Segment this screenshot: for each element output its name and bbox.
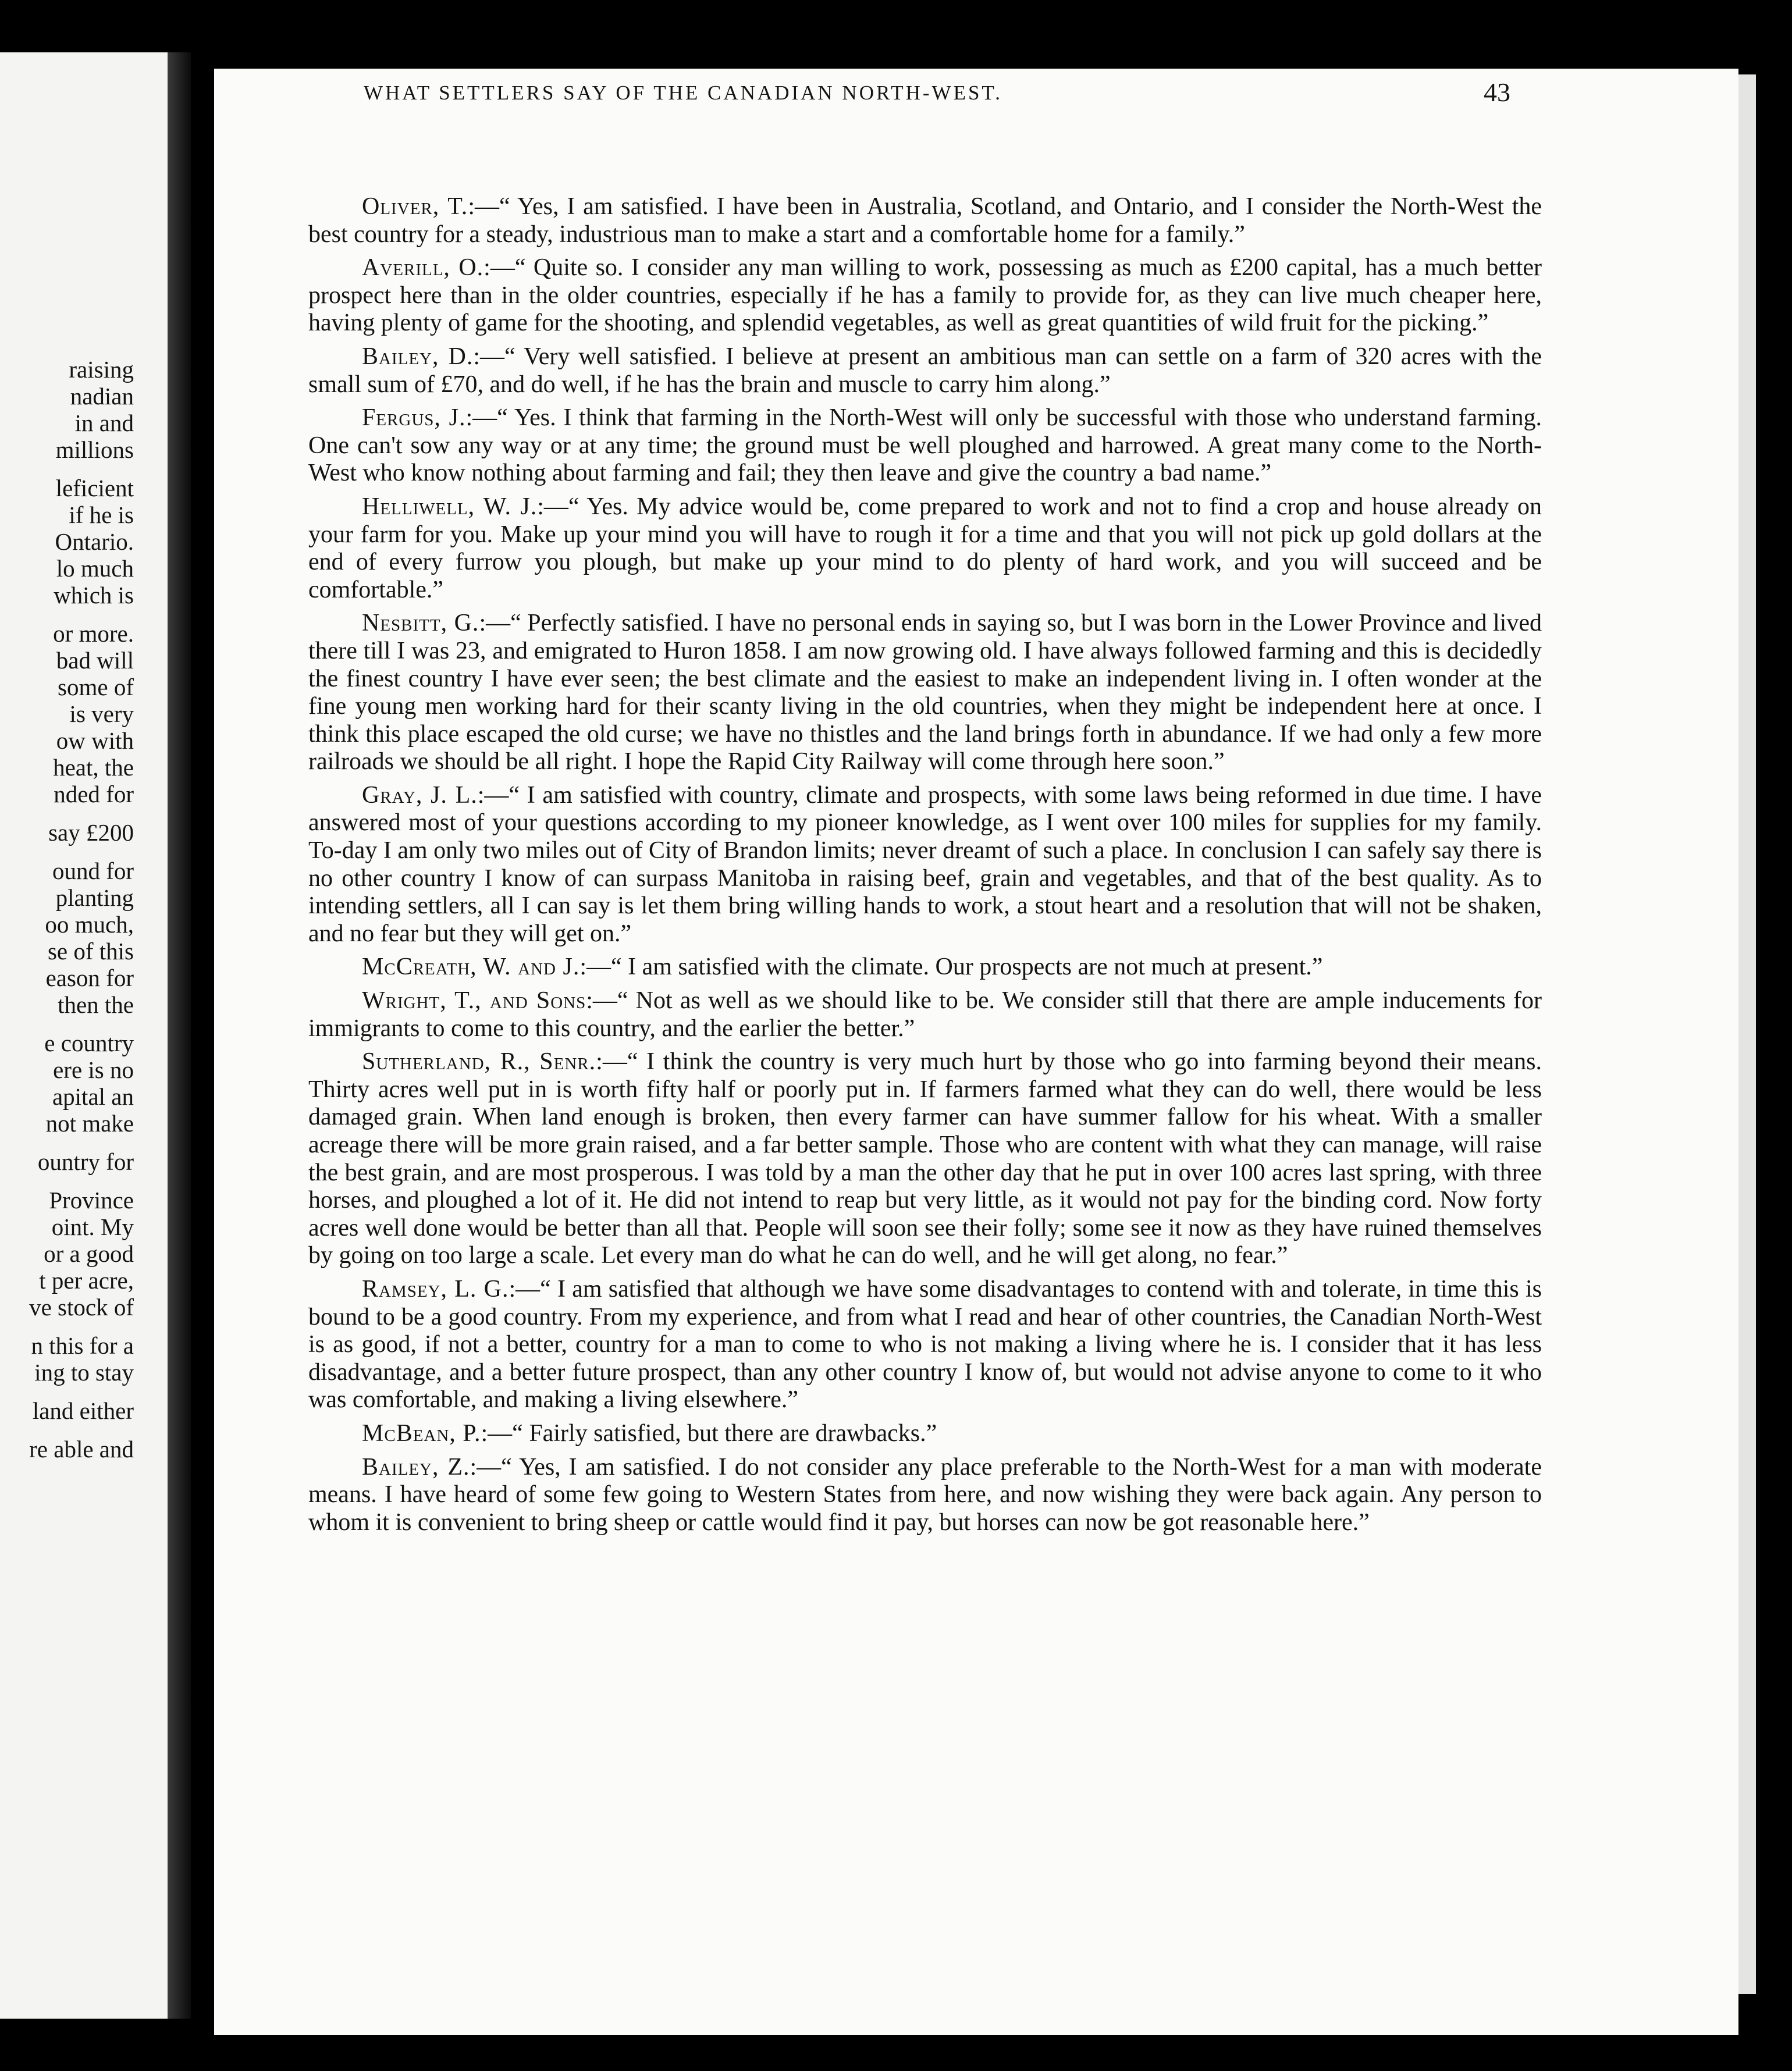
left-page-line: apital an: [52, 1083, 134, 1110]
left-page-line: or a good: [44, 1240, 134, 1267]
settler-name: Ramsey, L. G.: [362, 1275, 509, 1303]
settler-name: Fergus, J.: [362, 404, 466, 432]
left-page-line: e country: [44, 1030, 134, 1056]
left-page-line: planting: [55, 884, 134, 911]
testimony-paragraph: [308, 1454, 1542, 1537]
testimony-paragraph: [308, 953, 1542, 981]
left-page: [0, 52, 191, 2019]
left-page-line: ere is no: [53, 1056, 134, 1083]
left-page-line: lo much: [56, 555, 134, 582]
left-page-line: bad will: [56, 647, 134, 674]
left-page-line: nded for: [54, 781, 134, 807]
running-head: WHAT SETTLERS SAY OF THE CANADIAN NORTH-WEST.: [364, 81, 1002, 104]
settler-name: Helliwell, W. J.: [362, 493, 538, 520]
settler-name: Averill, O.: [362, 254, 484, 282]
main-text: [308, 193, 1542, 1542]
left-page-line: Ontario.: [55, 528, 134, 555]
left-page-line: oint. My: [51, 1214, 134, 1240]
left-page-line: ing to stay: [34, 1359, 134, 1386]
left-page-line: heat, the: [53, 754, 134, 781]
left-page-line: t per acre,: [39, 1267, 134, 1294]
testimony-text: :—“ Quite so. I consider any man willing to work, possessing as much as £200 capital, has a much better prospect here than in the older countries, especially if he has a family to provide for, as they can live much cheaper here, having plenty of game for the shooting, and splendid vegetables, as well as great quantities of wild fruit for the picking.”: [308, 254, 1542, 337]
left-page-line: is very: [69, 700, 134, 727]
left-page-line: raising: [69, 356, 134, 383]
testimony-paragraph: [308, 254, 1542, 337]
left-page-line: nadian: [70, 383, 134, 410]
left-page-line: leficient: [55, 475, 134, 501]
page-number: 43: [1484, 77, 1510, 107]
settler-name: Bailey, D.: [362, 343, 474, 370]
testimony-paragraph: [308, 610, 1542, 776]
testimony-text: :—“ Yes. I think that farming in the North-West will only be successful with those who understand farming. One can't sow any way or at any time; the ground must be well ploughed and harrowed. A great many come to the North-West who know nothing about farming and fail; they then leave and give the country a bad name.”: [308, 404, 1542, 487]
left-page-line: some of: [58, 674, 134, 700]
book-fold: [168, 52, 191, 2019]
settler-name: McCreath, W. and J.: [362, 953, 580, 981]
left-page-line: ound for: [52, 857, 134, 884]
left-page-line: land either: [32, 1397, 134, 1424]
testimony-text: :—“ Yes. My advice would be, come prepared to work and not to find a crop and house already on your farm for you. Make up your mind you will have to rough it for a time and that you will not pick up gold dollars at the end of every furrow you plough, but make up your mind to do plenty of hard work, and you will succeed and be comfortable.”: [308, 493, 1542, 603]
testimony-paragraph: [308, 1420, 1542, 1448]
page-edge: [1738, 74, 1756, 1994]
left-page-line: n this for a: [31, 1332, 134, 1359]
testimony-text: :—“ I am satisfied with the climate. Our prospects are not much at present.”: [579, 953, 1323, 981]
left-page-line: se of this: [47, 938, 134, 965]
settler-name: Wright, T., and Sons: [362, 987, 586, 1015]
left-page-line: then the: [58, 991, 134, 1018]
testimony-text: :—“ Not as well as we should like to be. We consider still that there are ample inducements for immigrants to come to this country, and the earlier the better.”: [308, 987, 1542, 1042]
left-page-line: if he is: [69, 501, 134, 528]
left-page-line: Province: [49, 1187, 134, 1214]
settler-name: Gray, J. L.: [362, 781, 478, 809]
left-page-line: or more.: [53, 620, 134, 647]
left-page-line: ountry for: [37, 1148, 134, 1175]
left-page-line: ow with: [56, 727, 134, 754]
testimony-paragraph: [308, 782, 1542, 948]
testimony-text: :—“ Very well satisfied. I believe at present an ambitious man can settle on a farm of 320 acres with the small sum of £70, and do well, if he has the brain and muscle to carry him along.”: [308, 343, 1542, 398]
settler-name: Nesbitt, G.: [362, 610, 479, 637]
testimony-paragraph: [308, 404, 1542, 487]
left-page-line: millions: [55, 436, 134, 463]
settler-name: McBean, P.: [362, 1419, 481, 1447]
testimony-text: :—“ I am satisfied with country, climate and prospects, with some laws being reformed in due time. I have answered most of your questions according to my pioneer knowledge, as I went over 100 miles for supplies for my family. To-day I am only two miles out of City of Brandon limits; never dreamt of such a place. In conclusion I can safely say there is no other country I know of can surpass Manitoba in raising beef, grain and vegetables, and that of the best quality. As to intending settlers, all I can say is let them bring willing hands to work, a stout heart and a resolution that will not be shaken, and no fear but they will get on.”: [308, 781, 1542, 947]
testimony-text: :—“ I am satisfied that although we have some disadvantages to contend with and tolerate, in time this is bound to be a good country. From my experience, and from what I read and hear of other countries, the Canadian North-West is as good, if not a better, country for a man to come to who is not making a living where he is. I consider that it has less disadvantage, and a better future prospect, than any other country I know of, but would not advise anyone to come to it who was comfortable, and making a living elsewhere.”: [308, 1275, 1542, 1414]
left-page-line: in and: [74, 410, 134, 436]
settler-name: Sutherland, R., Senr.: [362, 1048, 596, 1076]
left-page-line: eason for: [45, 965, 134, 991]
testimony-text: :—“ I think the country is very much hurt by those who go into farming beyond their means. Thirty acres well put in is worth fifty half or poorly put in. If farmers farmed what they can do well, there would be less damaged grain. When land enough is broken, then every farmer can have summer fallow for his wheat. With a smaller acreage there will be more grain raised, and a far better sample. Those who are content with what they can manage, will raise the best grain, and are most prosperous. I was told by a man the other day that he put in over 100 acres last spring, with three horses, and ploughed a lot of it. He did not intend to reap but very little, as it would not pay for the binding cord. Now forty acres well done would be better than all that. People will soon see their folly; some see it now as they have ruined themselves by going on too large a scale. Let every man do what he can do well, and he will get along, no fear.”: [308, 1048, 1542, 1269]
left-page-line: not make: [45, 1110, 134, 1137]
left-page-line: ve stock of: [29, 1294, 134, 1321]
testimony-text: :—“ Perfectly satisfied. I have no personal ends in saying so, but I was born in the Lower Province and lived there till I was 23, and emigrated to Huron 1858. I am now growing old. I have always followed farming and this is decidedly the finest country I have ever seen; the best climate and the easiest to make an independent living in. I often wonder at the fine young men working hard for their scanty living in the old countries, when they might be independent here at once. I think this place escaped the old curse; we have no thistles and the land brings forth in abundance. If we had only a few more railroads we should be all right. I hope the Rapid City Railway will come through here soon.”: [308, 610, 1542, 775]
left-page-line: oo much,: [45, 911, 134, 938]
testimony-paragraph: [308, 987, 1542, 1042]
testimony-paragraph: [308, 343, 1542, 398]
left-page-line: which is: [54, 582, 134, 609]
settler-name: Bailey, Z.: [362, 1453, 470, 1481]
left-page-line: say £200: [48, 819, 134, 846]
testimony-text: :—“ Fairly satisfied, but there are drawbacks.”: [481, 1419, 937, 1447]
testimony-text: :—“ Yes, I am satisfied. I do not consider any place preferable to the North-West for a man with moderate means. I have heard of some few going to Western States from here, and now wishing they were back again. Any person to whom it is convenient to bring sheep or cattle would find it pay, but horses can now be got reasonable here.”: [308, 1453, 1542, 1536]
testimony-text: :—“ Yes, I am satisfied. I have been in Australia, Scotland, and Ontario, and I consider the North-West the best country for a steady, industrious man to make a start and a comfortable home for a family.”: [308, 193, 1542, 248]
testimony-paragraph: [308, 1276, 1542, 1414]
testimony-paragraph: [308, 493, 1542, 604]
left-page-line: re able and: [29, 1436, 134, 1462]
testimony-paragraph: [308, 193, 1542, 248]
testimony-paragraph: [308, 1048, 1542, 1270]
settler-name: Oliver, T.: [362, 193, 468, 220]
